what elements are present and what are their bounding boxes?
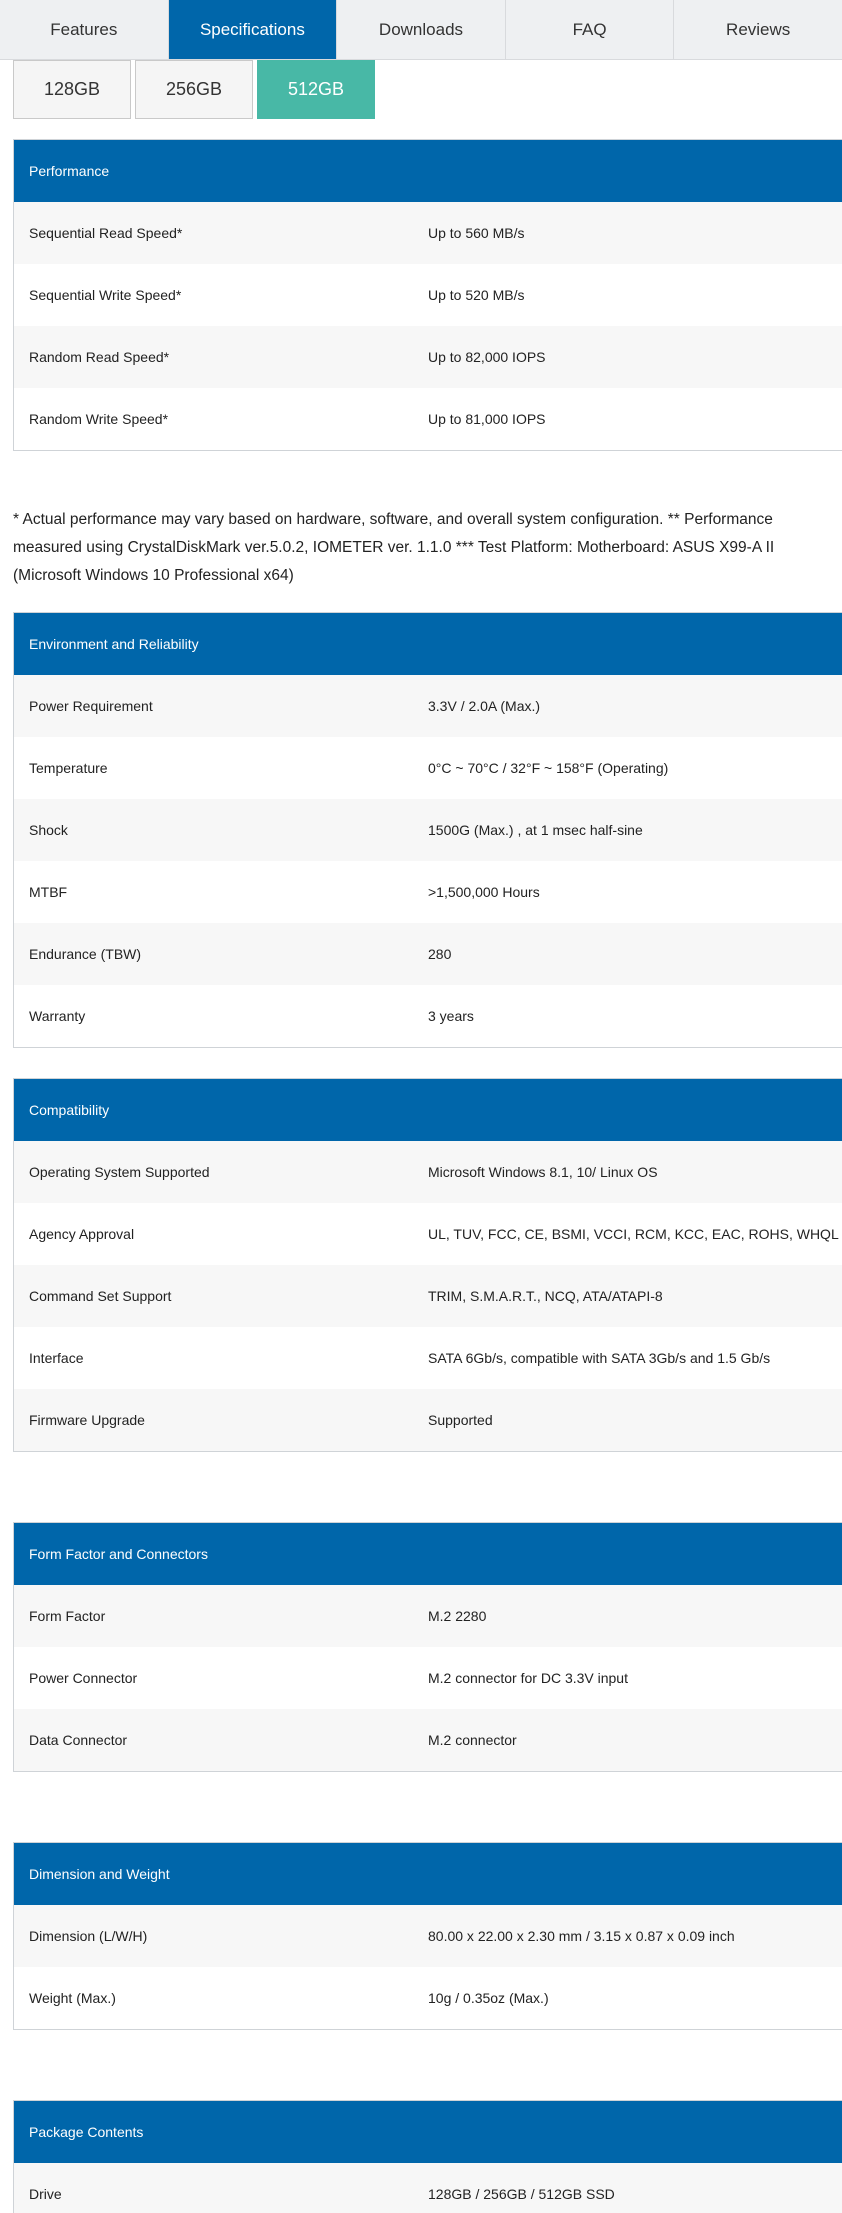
spec-value: 0°C ~ 70°C / 32°F ~ 158°F (Operating) [428, 760, 669, 776]
spec-row [14, 1585, 842, 1647]
capacity-selector [13, 60, 375, 119]
spec-table-compatibility [13, 1078, 842, 1452]
tab-bar [0, 0, 842, 60]
spec-value: Up to 82,000 IOPS [428, 349, 546, 365]
spec-label: Temperature [29, 760, 108, 776]
spec-row [14, 388, 842, 450]
spec-row [14, 1327, 842, 1389]
spec-row [14, 2163, 842, 2213]
spec-rows [14, 2163, 842, 2213]
spec-row [14, 264, 842, 326]
spec-row [14, 1709, 842, 1771]
tab-downloads[interactable]: Downloads [337, 0, 506, 59]
spec-label: Dimension (L/W/H) [29, 1928, 148, 1944]
spec-table-header: Compatibility [14, 1079, 842, 1141]
spec-value: 10g / 0.35oz (Max.) [428, 1990, 549, 2006]
spec-label: MTBF [29, 884, 68, 900]
spec-value: Up to 560 MB/s [428, 225, 525, 241]
spec-row [14, 799, 842, 861]
spec-label: Operating System Supported [29, 1164, 210, 1180]
spec-table-performance [13, 139, 842, 451]
spec-rows [14, 202, 842, 450]
spec-row [14, 1905, 842, 1967]
spec-row [14, 1647, 842, 1709]
spec-value: Microsoft Windows 8.1, 10/ Linux OS [428, 1164, 658, 1180]
spec-row [14, 675, 842, 737]
spec-value: 1500G (Max.) , at 1 msec half-sine [428, 822, 643, 838]
spec-label: Agency Approval [29, 1226, 135, 1242]
spec-value: M.2 connector [428, 1732, 517, 1748]
spec-row [14, 326, 842, 388]
spec-table-package [13, 2100, 842, 2213]
spec-value: 128GB / 256GB / 512GB SSD [428, 2186, 615, 2202]
spec-label: Drive [29, 2186, 62, 2202]
performance-footnote: * Actual performance may vary based on hardware, software, and overall system configuration. ** Performance measured using CrystalDiskMark ver.5.0.2, IOMETER ver. 1.1.0 *** Test Platform: Motherboard: ASUS X99-A II (Microsoft Windows 10 Professional x64) [13, 511, 775, 584]
spec-label: Sequential Write Speed* [29, 287, 182, 303]
spec-table-header: Form Factor and Connectors [14, 1523, 842, 1585]
capacity-option-128gb[interactable]: 128GB [13, 60, 131, 119]
spec-value: UL, TUV, FCC, CE, BSMI, VCCI, RCM, KCC, EAC, ROHS, WHQL [428, 1226, 839, 1242]
spec-rows [14, 1585, 842, 1771]
spec-value: 3.3V / 2.0A (Max.) [428, 698, 541, 714]
spec-value: 3 years [428, 1008, 474, 1024]
spec-table-header: Dimension and Weight [14, 1843, 842, 1905]
spec-value: M.2 connector for DC 3.3V input [428, 1670, 628, 1686]
spec-value: 80.00 x 22.00 x 2.30 mm / 3.15 x 0.87 x 0.09 inch [428, 1928, 735, 1944]
spec-table-header: Environment and Reliability [14, 613, 842, 675]
spec-row [14, 1141, 842, 1203]
spec-label: Interface [29, 1350, 84, 1366]
spec-row [14, 202, 842, 264]
spec-label: Form Factor [29, 1608, 106, 1624]
spec-value: >1,500,000 Hours [428, 884, 540, 900]
spec-label: Power Connector [29, 1670, 138, 1686]
spec-table-environment [13, 612, 842, 1048]
spec-table-header: Performance [14, 140, 842, 202]
spec-rows [14, 675, 842, 1047]
spec-row [14, 985, 842, 1047]
spec-value: Supported [428, 1412, 493, 1428]
spec-label: Sequential Read Speed* [29, 225, 183, 241]
tab-reviews[interactable]: Reviews [726, 19, 791, 39]
spec-value: TRIM, S.M.A.R.T., NCQ, ATA/ATAPI-8 [428, 1288, 663, 1304]
capacity-option-512gb[interactable]: 512GB [257, 60, 375, 119]
spec-row [14, 1203, 842, 1265]
spec-value: Up to 81,000 IOPS [428, 411, 546, 427]
spec-value: M.2 2280 [428, 1608, 487, 1624]
spec-label: Random Write Speed* [29, 411, 169, 427]
spec-table-header: Package Contents [14, 2101, 842, 2163]
spec-value: Up to 520 MB/s [428, 287, 525, 303]
spec-label: Firmware Upgrade [29, 1412, 145, 1428]
tab-specifications[interactable]: Specifications [169, 0, 338, 59]
spec-row [14, 1389, 842, 1451]
spec-label: Warranty [29, 1008, 86, 1024]
spec-rows [14, 1905, 842, 2029]
spec-rows [14, 1141, 842, 1451]
spec-value: 280 [428, 946, 452, 962]
spec-table-form-factor [13, 1522, 842, 1772]
spec-row [14, 737, 842, 799]
spec-row [14, 1967, 842, 2029]
spec-row [14, 861, 842, 923]
tab-faq[interactable]: FAQ [506, 0, 675, 59]
spec-label: Endurance (TBW) [29, 946, 142, 962]
spec-label: Random Read Speed* [29, 349, 170, 365]
spec-label: Data Connector [29, 1732, 128, 1748]
spec-label: Shock [29, 822, 68, 838]
spec-row [14, 923, 842, 985]
spec-row [14, 1265, 842, 1327]
spec-value: SATA 6Gb/s, compatible with SATA 3Gb/s and 1.5 Gb/s [428, 1350, 771, 1366]
spec-label: Command Set Support [29, 1288, 172, 1304]
capacity-option-256gb[interactable]: 256GB [135, 60, 253, 119]
spec-label: Weight (Max.) [29, 1990, 116, 2006]
spec-table-dimension [13, 1842, 842, 2030]
spec-label: Power Requirement [29, 698, 153, 714]
tab-features[interactable]: Features [0, 0, 169, 59]
